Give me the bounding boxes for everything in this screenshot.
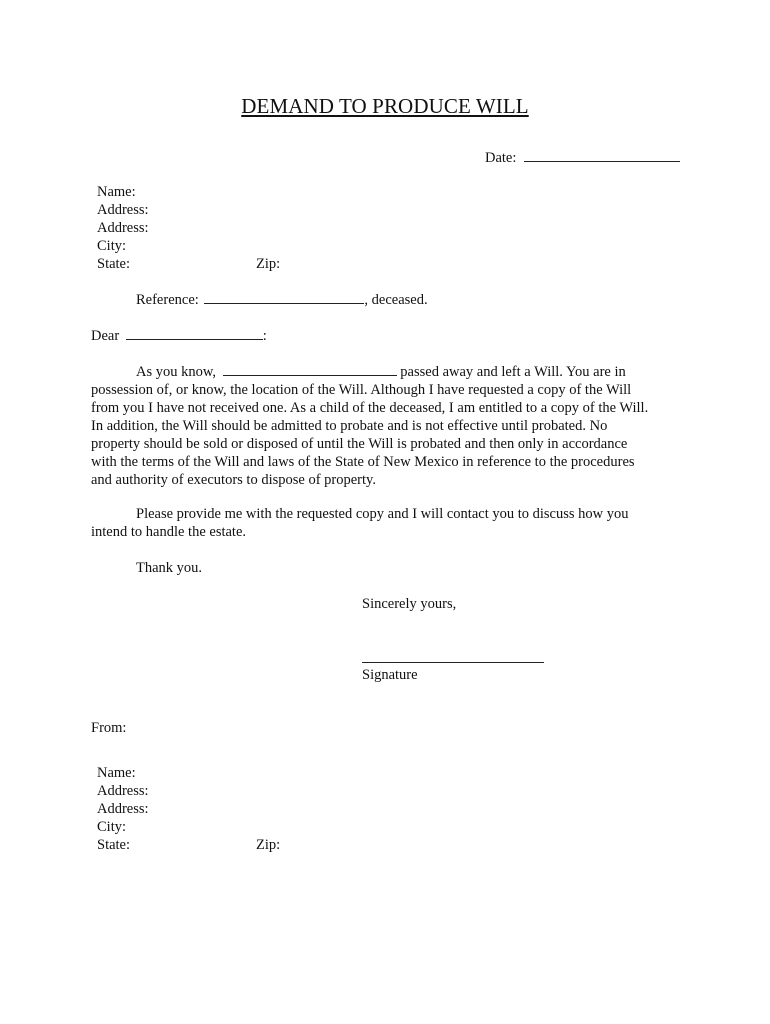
date-label: Date: xyxy=(485,150,517,166)
salutation-colon: : xyxy=(262,328,267,344)
deceased-name-blank[interactable] xyxy=(204,290,364,304)
recipient-zip-label: Zip: xyxy=(256,256,281,272)
from-address1-label: Address: xyxy=(97,783,149,799)
p1-intro: As you know, xyxy=(136,364,217,380)
p1-line: property should be sold or disposed of until the Will is probated and then only in accordance xyxy=(91,436,628,452)
reference-suffix: , deceased. xyxy=(364,292,428,308)
p1-line: possession of, or know, the location of the Will. Although I have requested a copy of the Will xyxy=(91,382,632,398)
p1-after-blank: passed away and left a Will. You are in xyxy=(400,364,626,380)
from-address2-label: Address: xyxy=(97,801,149,817)
p1-line: In addition, the Will should be admitted to probate and is not effective until probated. No xyxy=(91,418,608,434)
signature-line[interactable] xyxy=(362,662,544,663)
reference-line xyxy=(136,290,428,309)
recipient-address2-label: Address: xyxy=(97,220,149,236)
reference-label: Reference: xyxy=(136,292,199,308)
p1-line: and authority of executors to dispose of property. xyxy=(91,472,376,488)
body-paragraph-1 xyxy=(91,362,691,489)
from-state-label: State: xyxy=(97,837,131,853)
from-name-label: Name: xyxy=(97,765,136,781)
thank-you: Thank you. xyxy=(136,560,203,576)
salutation-name-blank[interactable] xyxy=(126,326,263,340)
from-city-label: City: xyxy=(97,819,127,835)
recipient-state-label: State: xyxy=(97,256,131,272)
date-line xyxy=(485,148,680,167)
recipient-address1-label: Address: xyxy=(97,202,149,218)
decedent-name-blank[interactable] xyxy=(223,362,397,376)
p2-line: intend to handle the estate. xyxy=(91,524,247,540)
sincerely: Sincerely yours, xyxy=(362,596,457,612)
salutation-line xyxy=(91,326,267,345)
from-zip-label: Zip: xyxy=(256,837,281,853)
recipient-city-label: City: xyxy=(97,238,127,254)
recipient-name-label: Name: xyxy=(97,184,136,200)
date-blank[interactable] xyxy=(524,148,680,162)
p1-line: with the terms of the Will and laws of the State of New Mexico in reference to the procedures xyxy=(91,454,635,470)
p1-line: from you I have not received one. As a child of the deceased, I am entitled to a copy of the Will. xyxy=(91,400,649,416)
body-paragraph-2 xyxy=(91,505,691,541)
from-label: From: xyxy=(91,720,127,736)
p2-line: Please provide me with the requested copy and I will contact you to discuss how you xyxy=(136,506,629,522)
dear-label: Dear xyxy=(91,328,120,344)
document-title: DEMAND TO PRODUCE WILL xyxy=(241,94,529,118)
signature-label: Signature xyxy=(362,667,418,683)
